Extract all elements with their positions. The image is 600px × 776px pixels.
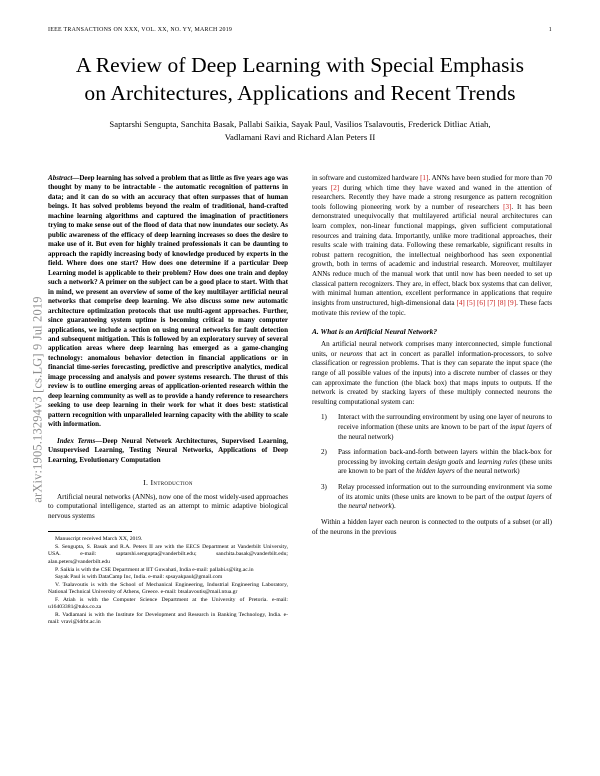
right-column — [312, 174, 552, 537]
emphasis-design-goals: design goals — [427, 457, 464, 466]
title-line-1: A Review of Deep Learning with Special Emphasis — [75, 53, 525, 77]
list-item-3-text-c: ). — [391, 502, 396, 511]
list-item-1-text-b: of the neural network) — [338, 423, 552, 441]
list-item-3-text-b: of the — [338, 492, 552, 511]
citation-9[interactable]: [9] — [507, 298, 517, 307]
list-item — [338, 448, 552, 477]
author-line-1: Saptarshi Sengupta, Sanchita Basak, Pallabi Saikia, Sayak Paul, Vasilios Tsalavoutis, Frederick Ditliac Atiah, — [109, 119, 491, 130]
author-line-2: Vadlamani Ravi and Richard Alan Peters II — [224, 131, 376, 142]
hidden-layer-paragraph: Within a hidden layer each neuron is connected to the outputs of a subset (or all) of the neurons in the previous — [312, 517, 552, 536]
citation-8[interactable]: [8] — [497, 298, 506, 307]
citation-6[interactable]: [6] — [476, 298, 486, 307]
list-item — [338, 483, 552, 512]
footnote-affiliation-vanderbilt: S. Sengupta, S. Basak and R.A. Peters II are with the EECS Department at Vanderbilt University, USA. e-mail: saptarshi.sengupta@vanderbilt.edu; sanchita.basak@vanderbilt.edu; alan.peters@vanderbilt.edu — [48, 543, 288, 565]
footnote-affiliation-datacamp: Sayak Paul is with DataCamp Inc, India. e-mail: spsayakpaul@gmail.com — [55, 574, 223, 581]
emphasis-learning-rules: learning rules — [477, 457, 518, 466]
list-item-2-text-b: and — [463, 457, 478, 466]
text-run-3: during which time they have waxed and waned in the attention of researchers. Recently they have made a strong resurgence as pattern recognition tools following pioneering work by a number of researchers — [312, 183, 552, 211]
citation-4[interactable]: [4] — [456, 298, 465, 307]
citation-1[interactable]: [1] — [420, 174, 429, 182]
footnote-affiliation-iit-guwahati: P. Saikia is with the CSE Department at IIT Guwahati, India e-mail: pallabi.s@iitg.ac.in — [55, 566, 254, 573]
emphasis-neural-network: neural network — [348, 502, 392, 511]
journal-reference: IEEE TRANSACTIONS ON XXX, VOL. XX, NO. YY, MARCH 2019 — [48, 27, 233, 33]
footnote-affiliation-pretoria: F. Atiah is with the Computer Science Department at the University of Pretoria. e-mail: u16403381@tuks.co.za — [48, 596, 288, 611]
text-run-2: . ANNs have been studied for more than 70 years — [312, 174, 552, 192]
subsection-heading-a: A. What is an Artificial Neural Network? — [312, 327, 438, 337]
abstract-lead: Abstract — [48, 174, 73, 182]
list-item-3-text-a: Relay processed information out to the surrounding environment via some of its atomic units (these units are known to be part of the — [338, 483, 552, 501]
list-item-2-text-a: Pass information back-and-forth between layers within the black-box for processing by invoking certain — [338, 448, 552, 466]
citation-5[interactable]: [5] — [466, 298, 475, 307]
list-item-2-text-d: of the neural network) — [454, 467, 520, 476]
list-item-2-text-c: (these units are known to be part of the — [338, 457, 553, 476]
running-head — [48, 27, 552, 33]
footnote-manuscript-received: Manuscript received March XX, 2019. — [55, 536, 143, 543]
abstract-dash: — — [72, 174, 80, 182]
emphasis-neurons: neurons — [339, 349, 363, 358]
text-run-5: . These facts motivate this review of the topic. — [312, 298, 552, 317]
list-item-1-text-a: Interact with the surrounding environment by using one layer of neurons to receive information (these units are known to be part of the — [338, 413, 552, 432]
emphasis-output-layers: output layers — [506, 492, 545, 501]
page-number: 1 — [548, 27, 552, 33]
list-item — [338, 413, 552, 442]
title-line-2: on Architectures, Applications and Recent Trends — [84, 80, 516, 105]
text-run-1: in software and customized hardware — [312, 174, 421, 182]
footnote-rule — [48, 531, 132, 532]
abstract-text: Deep learning has solved a problem that as little as five years ago was thought by many to be intractable - the automatic recognition of patterns in data; and it can do so with an accuracy that often surpasses that of human beings. It has solved problems beyond the realm of traditional, hand-crafted machine learning algorithms and captured the imagination of practitioners trying to make sense out of the flood of data that now inundates our society. As public awareness of the efficacy of deep learning increases so does the desire to make use of it. But even for highly trained professionals it can be daunting to approach the rapidly increasing body of knowledge produced by experts in the field. Where does one start? How does one determine if a particular Deep Learning model is applicable to their problem? How does one train and deploy such a network? A primer on the subject can be a good place to start. With that in mind, we present an overview of some of the key multilayer artificial neural networks that comprise deep learning. We also discuss some new automatic architecture optimization protocols that use multi-agent approaches. Further, since guaranteeing system uptime is becoming critical to many computer applications, we include a section on using neural networks for fault detection and subsequent mitigation. This is followed by an exploratory survey of several application areas where deep learning has emerged as a game-changing technology: anomalous behavior detection in financial applications or in financial time-series forecasting, predictive and prescriptive analytics, medical image processing and analysis and power systems research. The thrust of this review is to outline emerging areas of application-oriented research within the deep learning community as well as to provide a handy reference to researchers seeking to use deep learning in their work for what it does best: statistical pattern recognition with unparalleled learning capacity with the ability to scale with information. — [48, 174, 288, 429]
text-run-6: An artificial neural network comprises many interconnected, simple functional units, or — [312, 340, 552, 358]
ann-definition-paragraph — [312, 340, 552, 407]
left-column — [48, 174, 288, 627]
arxiv-stamp: arXiv:1905.13294v3 [cs.LG] 9 Jul 2019 — [30, 296, 45, 503]
text-run-7: that act in concert as parallel information-processors, to solve classification or regression problems. That is they can separate the input space (the range of all possible values of the inputs) into a discrete number of classes or they can approximate the function (the black box) that maps inputs to outputs. If the network is created by stacking layers of these multiply connected neurons the resulting computational system can: — [312, 349, 553, 406]
citation-2[interactable]: [2] — [330, 183, 340, 192]
capabilities-list — [312, 413, 552, 511]
intro-continuation-paragraph — [312, 174, 552, 318]
section-heading-introduction: I. Introduction — [143, 478, 193, 488]
footnote-affiliation-ntua: V. Tsalavoutis is with the School of Mechanical Engineering, Industrial Engineering Laboratory, National Technical University of Athens, Greece. e-mail: btsalavoutis@mail.ntua.gr — [48, 581, 288, 596]
index-terms-dash: — — [95, 436, 103, 445]
footnote-block — [48, 536, 288, 626]
emphasis-input-layers: input layers — [510, 423, 545, 432]
emphasis-hidden-layers: hidden layers — [416, 467, 455, 476]
index-terms-text: Deep Neural Network Architectures, Supervised Learning, Unsupervised Learning, Testing Neural Networks, Applications of Deep Learning, Evolutionary Computation — [48, 436, 289, 464]
index-terms — [48, 437, 288, 465]
intro-paragraph: Artificial neural networks (ANNs), now one of the most widely-used approaches to computational intelligence, started as an attempt to mimic adaptive biological nervous systems — [48, 492, 288, 520]
author-list — [48, 118, 552, 144]
text-run-4: . It has been demonstrated unequivocally that multilayered artificial neural architectures can learn complex, non-linear functional mappings, given sufficient computational resources and training data. Importantly, unlike more traditional approaches, their results scale with training data. Following these remarkable, significant results in robust pattern recognition, the intellectual neighborhood has seen exponential growth, both in terms of academic and industrial research. Moreover, multilayer ANNs reduce much of the manual work that until now has been needed to set up classical pattern recognizers. They are, in effect, black box systems that can deliver, with minimal human attention, excellent performance in applications that require insights from unstructured, high-dimensional data — [312, 202, 552, 307]
citation-3[interactable]: [3] — [503, 202, 512, 211]
title-block — [48, 52, 552, 144]
index-terms-lead: Index Terms — [57, 436, 96, 445]
abstract — [48, 174, 288, 430]
footnote-affiliation-idrbt: R. Vadlamani is with the Institute for Development and Research in Banking Technology, India. e-mail: vravi@idrbt.ac.in — [48, 611, 288, 626]
page-title — [48, 52, 552, 107]
citation-7[interactable]: [7] — [487, 298, 496, 307]
